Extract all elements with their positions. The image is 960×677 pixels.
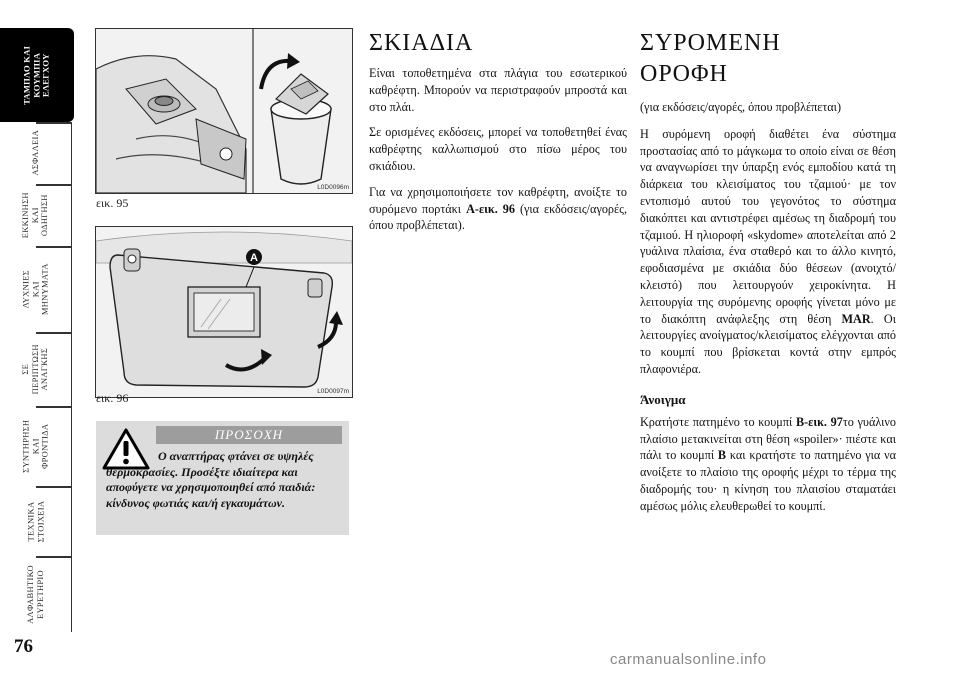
tab-label: ΣΕ ΠΕΡΙΠΤΩΣΗ ΑΝΑΓΚΗΣ [20,343,50,395]
text-run: . Οι λειτουργίες ανοίγματος/κλεισίματος ελέγχονται από το κουμπί που βρίσκεται κοντά στην εμπρός πλαφονιέρα. [640,311,896,376]
callout-a-label: A [250,252,258,264]
figure-reference: B-εικ. 97 [795,414,843,429]
text-run: (για εκδόσεις/αγορές, όπου προβλέπεται). [369,201,627,233]
tab-label: ΑΣΦΑΛΕΙΑ [29,130,40,176]
cigar-lighter-illustration [96,29,352,193]
tab-label: ΤΕΧΝΙΚΑ ΣΤΟΙΧΕΙΑ [25,500,45,542]
text-run: Η συρόμενη οροφή διαθέτει ένα σύστημα προστασίας από το μάγκωμα το οποίο είναι σε θέση να αναγνωρίσει την ύπαρξη ενός εμποδίου κατά τη διάρκεια του κλεισίματος του τζαμιού· με τον εντοπισμό αυτού του γεγονότος το σύστημα διακόπτει και αντιστρέφει αμέσως τη διαδρομή του τζαμιού. Η ηλιοροφή «skydome» αποτελείται από 2 γυάλινα πλαίσια, ένα σταθερό και το άλλο κινητό, εφοδιασμένα με σκιάδια δύο θέσεων (ανοιχτό/κλειστό) που λειτουργούν χειροκίνητα. Η λειτουργία της συρόμενης οροφής γίνεται μόνο με το διακόπτη ανάφλεξης στη θέση [640,126,896,326]
figure-code: L0D0097m [317,388,349,395]
figure-sun-visor [95,226,353,398]
tab-dashboard-controls[interactable] [0,28,74,122]
figure-96-caption: εικ. 96 [96,391,129,405]
tab-technical-data[interactable] [0,486,72,556]
ignition-position: MAR [841,311,871,326]
sun-visor-illustration [96,227,352,397]
text-run: Κρατήστε πατημένο το κουμπί [640,414,796,429]
tab-warning-lights[interactable] [0,246,72,332]
warning-title: ΠΡΟΣΟΧΗ [156,426,342,444]
tab-label: ΣΥΝΤΗΡΗΣΗ ΚΑΙ ΦΡΟΝΤΙΔΑ [20,419,50,473]
button-reference: B [717,448,727,463]
tab-label: ΑΛΦΑΒΗΤΙΚΟ ΕΥΡΕΤΗΡΙΟ [25,564,45,624]
sun-visors-paragraph [369,184,627,234]
sunroof-section [640,28,896,524]
tab-label: ΛΥΧΝΙΕΣ ΚΑΙ ΜΗΝΥΜΑΤΑ [20,263,50,315]
sunroof-title: ΣΥΡΟΜΕΝΗ ΟΡΟΦΗ [640,30,781,87]
sun-visors-section [369,28,627,243]
sunroof-paragraph [640,126,896,378]
sun-visors-paragraph: Σε ορισμένες εκδόσεις, μπορεί να τοποθετηθεί ένας καθρέφτης καλλωπισμού στο πίσω μέρος του σκιάδιου. [369,125,627,173]
sunroof-paragraph [640,414,896,515]
tab-label: ΕΚΚΙΝΗΣΗ ΚΑΙ ΟΔΗΓΗΣΗ [20,191,50,239]
page-number: 76 [14,636,33,657]
sun-visors-paragraph: Είναι τοποθετημένα στα πλάγια του εσωτερικού καθρέφτη. Μπορούν να περιστραφούν μπροστά και στο πλάι. [369,66,627,114]
tab-maintenance[interactable] [0,406,72,486]
sunroof-availability-note: (για εκδόσεις/αγορές, όπου προβλέπεται) [640,100,842,114]
opening-subtitle: Άνοιγμα [640,391,686,407]
tab-starting-driving[interactable] [0,184,72,246]
watermark: carmanualsonline.info [610,651,767,668]
figure-95-caption: εικ. 95 [96,196,129,210]
tab-emergency[interactable] [0,332,72,406]
text-run: Για να χρησιμοποιήσετε τον καθρέφτη, ανοίξτε το συρόμενο πορτάκι [369,184,627,216]
figure-reference: A-εικ. 96 [466,201,515,216]
tab-label: ΤΑΜΠΛΟ ΚΑΙ ΚΟΥΜΠΙΑ ΕΛΕΓΧΟΥ [21,45,51,105]
sun-visors-title: ΣΚΙΑΔΙΑ [369,30,474,56]
figure-code: L0D0096m [317,184,349,191]
text-run: και κρατήστε το πατημένο για να ανοίξετε το πλαίσιο της οροφής μέχρι το τέρμα της διαδρομής του· η κίνηση του πλαισίου σταματάει αμέσως μόλις ελευθερωθεί το κουμπί. [640,448,896,513]
tab-safety[interactable] [0,122,72,184]
figure-cigar-lighter [95,28,353,194]
tab-index[interactable] [0,556,72,632]
warning-text: Ο αναπτήρας φτάνει σε υψηλές θερμοκρασίες. Προσέξτε ιδιαίτερα και αποφύγετε να χρησιμοποιηθεί από παιδιά: κίνδυνος φωτιάς και/ή εγκαυμάτων. [106,449,316,510]
text-run: το γυάλινο πλαίσιο μετακινείται στη θέση «spoiler»· πιέστε και πάλι το κουμπί [640,414,896,463]
warning-box [96,421,349,535]
